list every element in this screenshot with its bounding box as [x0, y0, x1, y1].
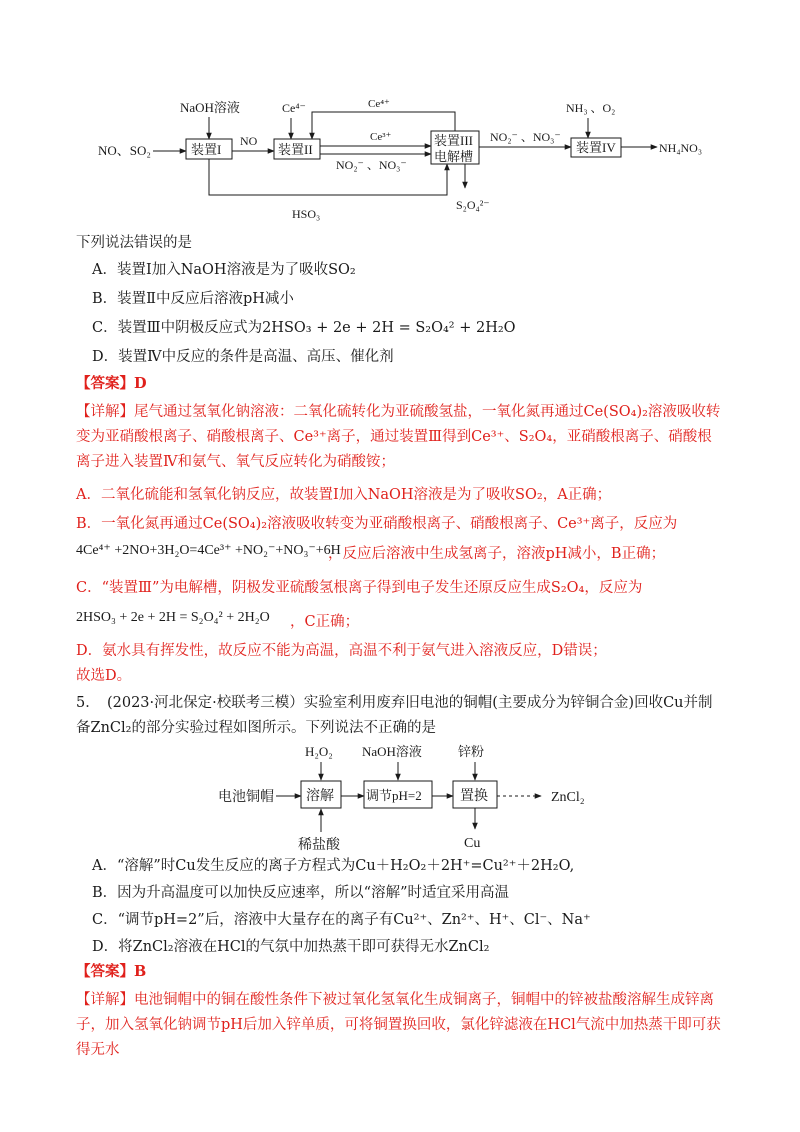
q4-conclusion: 故选D。: [76, 668, 132, 684]
d2-byproduct-cu: Cu: [464, 836, 481, 851]
d1-device-3-label-2: 电解槽: [434, 149, 474, 164]
d1-ce3-label: Ce³⁺: [370, 131, 392, 143]
q4-detail-c-2: ，C正确；: [290, 614, 360, 630]
q4-option-b: B．装置Ⅱ中反应后溶液pH减小: [92, 291, 294, 307]
d1-ions-out-label: NO₂⁻ 、NO₃⁻: [490, 130, 561, 144]
q4-detail-a: A．二氧化硫能和氢氧化钠反应，故装置Ⅰ加入NaOH溶液是为了吸收SO₂，A正确；: [76, 487, 612, 503]
q4-option-d: D．装置Ⅳ中反应的条件是高温、高压、催化剂: [92, 349, 394, 365]
d1-ions-below-label: NO₂⁻ 、NO₃⁻: [336, 158, 407, 172]
d2-input-label: 电池铜帽: [218, 790, 274, 805]
d1-input-label: NO、SO₂: [98, 143, 151, 158]
q5-stem: 5． (2023·河北保定·校联考三模）实验室利用废弃旧电池的铜帽(主要成分为锌铜合金)回收Cu并制备ZnCl₂的部分实验过程如图所示。下列说法不正确的是: [76, 695, 713, 736]
d1-no-label: NO: [240, 134, 258, 148]
flow-diagram-2: [0, 742, 800, 862]
q4-stem: 下列说法错误的是: [76, 235, 192, 251]
d1-output-label: NH₄NO₃: [659, 141, 703, 155]
d2-product-label: ZnCl₂: [551, 790, 585, 805]
d1-ce4-return-label: Ce⁴⁺: [368, 98, 390, 110]
q5-option-a: A．“溶解”时Cu发生反应的离子方程式为Cu＋H₂O₂＋2H⁺=Cu²⁺＋2H₂O,: [92, 858, 575, 874]
q5-answer: 【答案】B: [76, 963, 147, 980]
d1-hso3-label: HSO₃: [292, 207, 321, 221]
d2-step-replace-label: 置换: [460, 789, 488, 804]
d1-s2o4-label: S₂O₄²⁻: [456, 198, 490, 212]
d1-device-1-label: 装置I: [191, 142, 222, 157]
q4-detail-c-1: C．“装置Ⅲ”为电解槽，阴极发亚硫酸氢根离子得到电子发生还原反应生成S₂O₄，反应为: [76, 580, 643, 596]
q5-option-c: C．“调节pH=2”后，溶液中大量存在的离子有Cu²⁺、Zn²⁺、H⁺、Cl⁻、Na⁺: [92, 912, 591, 928]
q4-detail-intro: 【详解】尾气通过氢氧化钠溶液：二氧化硫转化为亚硫酸氢盐，一氧化氮再通过Ce(SO₄)₂溶液吸收转变为亚硝酸根离子、硝酸根离子、Ce³⁺离子，通过装置Ⅲ得到Ce³⁺、S₂O₄，亚硝酸根离子、硝酸根离子进入装置Ⅳ和氨气、氧气反应转化为硝酸铵；: [76, 404, 721, 470]
q4-answer: 【答案】D: [76, 375, 147, 392]
q4-option-a: A．装置Ⅰ加入NaOH溶液是为了吸收SO₂: [92, 262, 356, 278]
q5-option-b: B．因为升高温度可以加快反应速率，所以“溶解”时适宜采用高温: [92, 885, 509, 901]
d2-reagent-hcl: 稀盐酸: [298, 838, 340, 853]
d1-device-2-label: 装置II: [278, 142, 313, 157]
d2-reagent-naoh: NaOH溶液: [362, 744, 422, 759]
q5-detail: 【详解】电池铜帽中的铜在酸性条件下被过氧化氢氧化生成铜离子，铜帽中的锌被盐酸溶解生成锌离子，加入氢氧化钠调节pH后加入锌单质，可将铜置换回收，氯化锌滤液在HCl气流中加热蒸干即可获得无水: [76, 992, 721, 1058]
d2-reagent-zinc: 锌粉: [458, 744, 485, 759]
q4-equation-c: 2HSO₃ + 2e + 2H = S₂O₄² + 2H₂O: [76, 610, 270, 625]
d2-reagent-h2o2: H₂O₂: [305, 744, 333, 759]
d2-step-ph-label: 调节pH=2: [366, 788, 422, 803]
d1-reagent-nh3: NH₃ 、O₂: [566, 101, 616, 115]
q4-equation-b: 4Ce⁴⁺ +2NO+3H₂O=4Ce³⁺ +NO₂⁻+NO₃⁻+6H: [76, 543, 341, 558]
d1-reagent-naoh: NaOH溶液: [180, 100, 240, 115]
d2-step-dissolve-label: 溶解: [306, 789, 334, 804]
q5-option-d: D．将ZnCl₂溶液在HCl的气氛中加热蒸干即可获得无水ZnCl₂: [92, 939, 490, 955]
q4-detail-d: D．氨水具有挥发性，故反应不能为高温，高温不利于氨气进入溶液反应，D错误；: [76, 643, 607, 659]
q4-option-c: C．装置Ⅲ中阴极反应式为2HSO₃ + 2e + 2H = S₂O₄² + 2H₂O: [92, 320, 516, 336]
flow-diagram-1: [0, 0, 800, 230]
d1-ce4-in-label: Ce⁴⁻: [282, 101, 306, 115]
d1-device-4-label: 装置IV: [576, 140, 616, 155]
q4-detail-b-1: B．一氧化氮再通过Ce(SO₄)₂溶液吸收转变为亚硝酸根离子、硝酸根离子、Ce³⁺离子，反应为: [76, 516, 678, 532]
q4-detail-b-2: ，反应后溶液中生成氢离子，溶液pH减小，B正确；: [328, 546, 666, 562]
d1-device-3-label-1: 装置III: [434, 133, 473, 148]
